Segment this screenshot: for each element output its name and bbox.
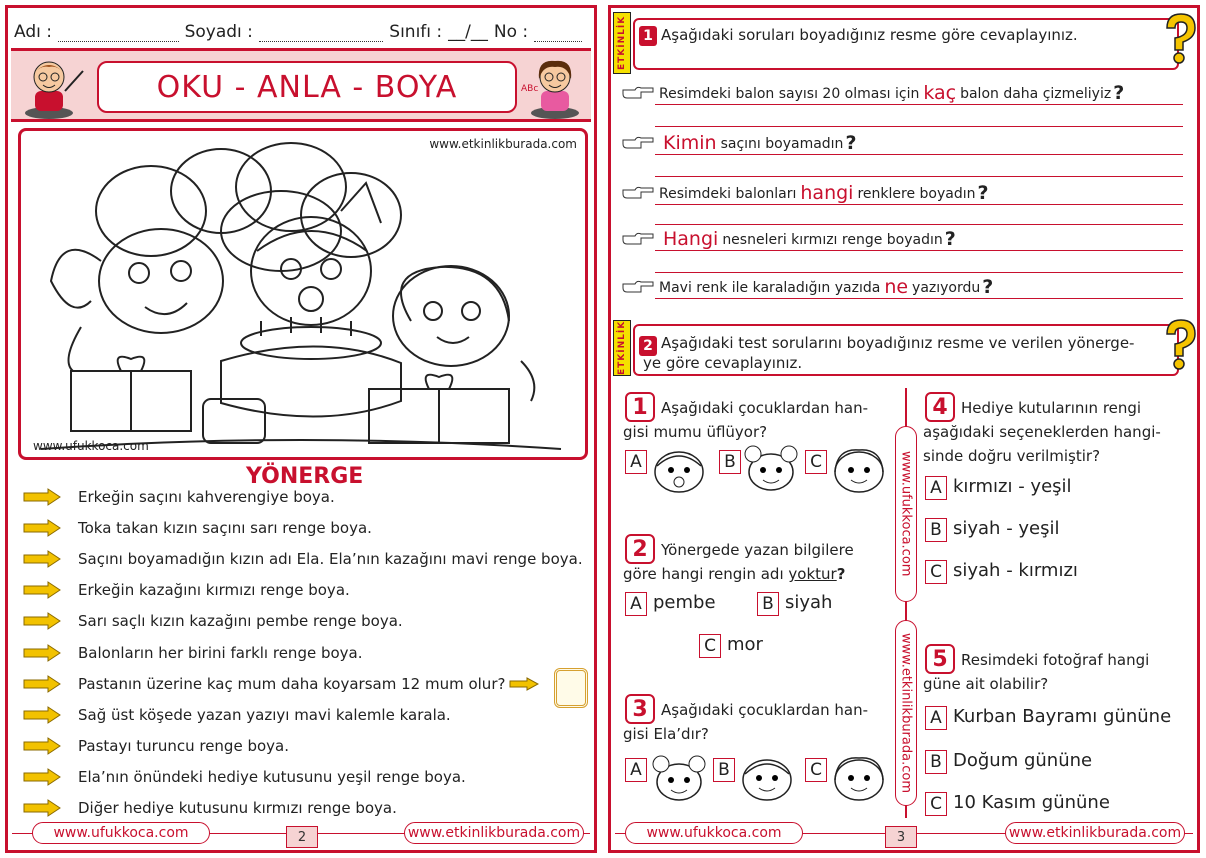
activity-1-question [621, 180, 1187, 202]
test-question-2-text: göre hangi rengin adı [623, 565, 784, 583]
q1-option-a[interactable]: A [625, 450, 647, 474]
arrow-right-icon [22, 768, 62, 786]
question-underline [655, 298, 1183, 299]
instruction-item [22, 671, 592, 697]
q2-option-c-text: mor [727, 634, 763, 655]
arrow-right-icon [22, 519, 62, 537]
test-question-3-number: 3 [625, 694, 655, 724]
picture-site-bottom: www.ufukkoca.com [33, 439, 149, 453]
test-question-2-line1: Yönergede yazan bilgilere [661, 541, 854, 559]
activity-1-question [621, 274, 1187, 296]
arrow-right-icon [22, 737, 62, 755]
instruction-item [22, 608, 592, 634]
left-page [5, 5, 597, 853]
question-text: Resimdeki balonları [659, 186, 797, 202]
instruction-item [22, 484, 592, 510]
test-question-4-number: 4 [925, 392, 955, 422]
test-question-1-number: 1 [625, 392, 655, 422]
girl-bun-face-icon [649, 754, 709, 802]
instruction-text: Pastayı turuncu renge boya. [78, 737, 289, 755]
activity-1-question [621, 80, 1187, 102]
student-info-row [14, 12, 588, 42]
activity-1-question [621, 226, 1187, 248]
pointing-hand-icon [621, 278, 655, 296]
question-keyword: ne [884, 276, 909, 298]
class-label: Sınıfı : [389, 22, 443, 42]
question-mark-icon [1159, 318, 1199, 370]
q4-option-c-text: siyah - kırmızı [953, 560, 1078, 581]
question-keyword: hangi [800, 182, 854, 204]
instruction-item [22, 795, 592, 821]
arrow-right-icon [22, 799, 62, 817]
instruction-item [22, 702, 592, 728]
small-arrow-icon [509, 677, 539, 691]
instruction-item [22, 764, 592, 790]
question-keyword: kaç [923, 82, 957, 104]
q5-option-c-letter[interactable]: C [925, 792, 947, 816]
test-question-4-line2: aşağıdaki seçeneklerden hangi- [923, 423, 1161, 441]
q4-option-a-letter[interactable]: A [925, 476, 947, 500]
name-field[interactable] [58, 24, 179, 42]
surname-label: Soyadı : [184, 22, 253, 42]
question-text: Resimdeki balon sayısı 20 olması için [659, 86, 920, 102]
candle-answer-box[interactable] [554, 668, 588, 708]
girl-bun-face-icon [741, 444, 801, 492]
question-text: renklere boyadın [857, 186, 976, 202]
number-field[interactable] [534, 24, 582, 42]
question-underline [655, 154, 1183, 155]
activity-1-header [633, 18, 1179, 70]
test-question-5-line1: Resimdeki fotoğraf hangi [961, 651, 1150, 669]
arrow-right-icon [22, 675, 62, 693]
question-text: saçını boyamadın [720, 136, 844, 152]
number-label: No : [493, 22, 529, 42]
arrow-right-icon [22, 706, 62, 724]
surname-field[interactable] [259, 24, 383, 42]
q5-option-b-letter[interactable]: B [925, 750, 947, 774]
test-question-3-line1: Aşağıdaki çocuklardan han- [661, 701, 869, 719]
footer-site-right: www.etkinlikburada.com [1005, 822, 1185, 844]
page-number: 3 [885, 826, 917, 848]
q5-option-c-text: 10 Kasım gününe [953, 792, 1110, 813]
q3-option-c[interactable]: C [805, 758, 827, 782]
title-band [11, 48, 591, 122]
instruction-text: Saçını boyamadığın kızın adı Ela. Ela’nın kazağını mavi renge boya. [78, 550, 583, 568]
test-question-5-line2: güne ait olabilir? [923, 675, 1049, 693]
q2-option-a-letter[interactable]: A [625, 592, 647, 616]
question-text: yazıyordu [912, 280, 981, 296]
arrow-right-icon [22, 488, 62, 506]
test-question-1-line2: gisi mumu üflüyor? [623, 423, 768, 441]
question-underline [655, 250, 1183, 251]
q4-option-c-letter[interactable]: C [925, 560, 947, 584]
activity-1-question [621, 130, 1187, 152]
test-question-2-underlined: yoktur [788, 565, 837, 583]
question-keyword: Hangi [663, 228, 719, 250]
question-text: Mavi renk ile karaladığın yazıda [659, 280, 881, 296]
right-page [608, 5, 1200, 853]
q3-option-a[interactable]: A [625, 758, 647, 782]
question-text: nesneleri kırmızı renge boyadın [722, 232, 943, 248]
question-mark: ? [982, 276, 994, 298]
question-mark: ? [1113, 82, 1125, 104]
answer-line[interactable] [655, 224, 1183, 225]
arrow-right-icon [22, 644, 62, 662]
pointing-hand-icon [621, 184, 655, 202]
page-number: 2 [286, 826, 318, 848]
name-label: Adı : [14, 22, 52, 42]
svg-text:ABc: ABc [521, 84, 539, 94]
question-mark: ? [845, 132, 857, 154]
instruction-item [22, 546, 592, 572]
activity-1-number: 1 [639, 26, 657, 46]
test-question-4-line3: sinde doğru verilmiştir? [923, 447, 1101, 465]
activity-2-title-line2: ye göre cevaplayınız. [643, 354, 803, 372]
teacher-boy-icon [19, 55, 89, 121]
boy-face-icon [737, 754, 797, 802]
question-mark-icon [1159, 12, 1199, 64]
instruction-item [22, 733, 592, 759]
question-mark: ? [977, 182, 989, 204]
activity-1-strip: ETKİNLİK [613, 12, 631, 74]
instruction-item [22, 577, 592, 603]
test-question-2-qmark: ? [836, 565, 846, 583]
reading-girl-icon [517, 55, 587, 121]
footer-site-left: www.ufukkoca.com [625, 822, 803, 844]
coloring-picture[interactable] [18, 128, 588, 460]
activity-2-number: 2 [639, 336, 657, 356]
test-question-2-number: 2 [625, 534, 655, 564]
test-question-5-number: 5 [925, 644, 955, 674]
arrow-right-icon [22, 550, 62, 568]
q2-option-c-letter[interactable]: C [699, 634, 721, 658]
q4-option-b-letter[interactable]: B [925, 518, 947, 542]
activity-2-header [633, 324, 1179, 376]
instruction-text: Ela’nın önündeki hediye kutusunu yeşil renge boya. [78, 768, 466, 786]
girl-face-icon [829, 754, 889, 802]
picture-site-top: www.etkinlikburada.com [429, 137, 577, 151]
question-underline [655, 204, 1183, 205]
test-question-4-line1: Hediye kutularının rengi [961, 399, 1142, 417]
pointing-hand-icon [621, 134, 655, 152]
activity-2-strip: ETKİNLİK [613, 320, 631, 376]
pointing-hand-icon [621, 84, 655, 102]
page-title: OKU - ANLA - BOYA [97, 61, 517, 113]
answer-line[interactable] [655, 272, 1183, 273]
footer-site-left: www.ufukkoca.com [32, 822, 210, 844]
pointing-hand-icon [621, 230, 655, 248]
test-question-2-line2 [623, 562, 845, 586]
q2-option-a-text: pembe [653, 592, 716, 613]
q2-option-b-letter[interactable]: B [757, 592, 779, 616]
instruction-text: Sağ üst köşede yazan yazıyı mavi kalemle karala. [78, 706, 451, 724]
q4-option-b-text: siyah - yeşil [953, 518, 1060, 539]
question-mark: ? [944, 228, 956, 250]
q5-option-a-text: Kurban Bayramı gününe [953, 706, 1172, 727]
activity-1-title: Aşağıdaki soruları boyadığınız resme göre cevaplayınız. [661, 26, 1078, 44]
q1-option-c[interactable]: C [805, 450, 827, 474]
instruction-text: Erkeğin kazağını kırmızı renge boya. [78, 581, 350, 599]
instruction-item [22, 515, 592, 541]
class-field[interactable]: __/__ [448, 22, 488, 42]
instruction-text: Balonların her birini farklı renge boya. [78, 644, 363, 662]
test-question-1-line1: Aşağıdaki çocuklardan han- [661, 399, 869, 417]
boy-face-icon [649, 446, 709, 494]
arrow-right-icon [22, 581, 62, 599]
vertical-site-1: www.ufukkoca.com [895, 426, 917, 602]
q1-option-b[interactable]: B [719, 450, 741, 474]
instruction-text: Pastanın üzerine kaç mum daha koyarsam 12 mum olur? [78, 675, 506, 693]
girl-face-icon [829, 446, 889, 494]
birthday-scene-illustration [21, 131, 585, 457]
q4-option-a-text: kırmızı - yeşil [953, 476, 1072, 497]
instruction-text: Sarı saçlı kızın kazağını pembe renge boya. [78, 612, 403, 630]
question-keyword: Kimin [663, 132, 717, 154]
instruction-item [22, 640, 592, 666]
instructions-title: YÖNERGE [246, 464, 364, 489]
vertical-site-2: www.etkinlikburada.com [895, 620, 917, 806]
footer-site-right: www.etkinlikburada.com [404, 822, 584, 844]
instruction-text: Toka takan kızın saçını sarı renge boya. [78, 519, 372, 537]
activity-2-title-line1: Aşağıdaki test sorularını boyadığınız resme ve verilen yönerge- [661, 334, 1135, 352]
instruction-text: Erkeğin saçını kahverengiye boya. [78, 488, 335, 506]
question-text: balon daha çizmeliyiz [960, 86, 1112, 102]
test-question-3-line2: gisi Ela’dır? [623, 725, 709, 743]
question-underline [655, 104, 1183, 105]
q2-option-b-text: siyah [785, 592, 833, 613]
q5-option-b-text: Doğum gününe [953, 750, 1093, 771]
q5-option-a-letter[interactable]: A [925, 706, 947, 730]
instruction-text: Diğer hediye kutusunu kırmızı renge boya. [78, 799, 397, 817]
q3-option-b[interactable]: B [713, 758, 735, 782]
answer-line[interactable] [655, 176, 1183, 177]
arrow-right-icon [22, 612, 62, 630]
answer-line[interactable] [655, 126, 1183, 127]
